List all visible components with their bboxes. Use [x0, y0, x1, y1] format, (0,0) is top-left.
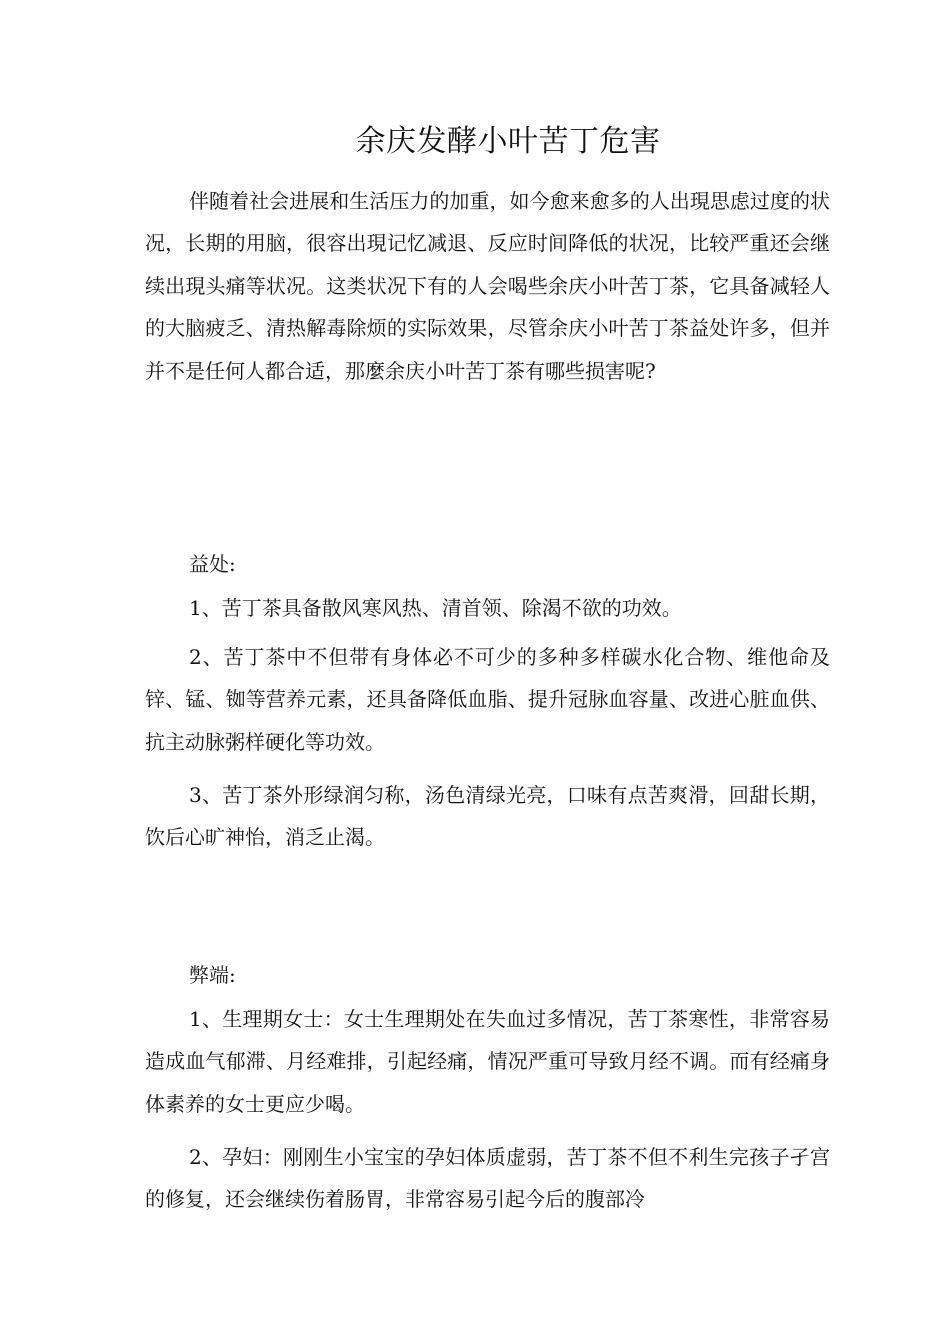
document-title: 余庆发酵小叶苦丁危害: [355, 124, 661, 159]
benefit-item-3: 3、苦丁茶外形绿润匀称，汤色清绿光亮，口味有点苦爽滑，回甜长期，饮后心旷神怡，消乏止渴。: [145, 783, 830, 850]
harm-item-2: 2、孕妇：刚刚生小宝宝的孕妇体质虚弱，苦丁茶不但不利生完孩子孑宫的修复，还会继续伤着肠胃，非常容易引起今后的腹部冷: [145, 1145, 830, 1212]
harms-heading: 弊端:: [189, 963, 236, 987]
intro-paragraph: 伴随着社会进展和生活压力的加重，如今愈来愈多的人出現思虑过度的状况，长期的用脑，很容出現记忆减退、反应时间降低的状况，比较严重还会继续出現头痛等状况。这类状况下有的人会喝些余庆小叶苦丁茶，它具备减轻人的大脑疲乏、清热解毒除烦的实际效果，尽管余庆小叶苦丁茶益处许多，但并并不是任何人都合适，那麼余庆小叶苦丁茶有哪些损害呢?: [145, 189, 830, 383]
benefits-heading: 益处:: [189, 552, 236, 576]
benefit-item-1: 1、苦丁茶具备散风寒风热、清首领、除渴不欲的功效。: [189, 596, 682, 620]
harm-item-1: 1、生理期女士：女士生理期处在失血过多情况，苦丁茶寒性，非常容易造成血气郁滞、月经难排，引起经痛，情况严重可导致月经不调。而有经痛身体素养的女士更应少喝。: [145, 1007, 830, 1116]
benefit-item-2: 2、苦丁茶中不但带有身体必不可少的多种多样碳水化合物、维他命及锌、锰、铷等营养元素，还具备降低血脂、提升冠脉血容量、改进心脏血供、抗主动脉粥样硬化等功效。: [145, 645, 830, 754]
